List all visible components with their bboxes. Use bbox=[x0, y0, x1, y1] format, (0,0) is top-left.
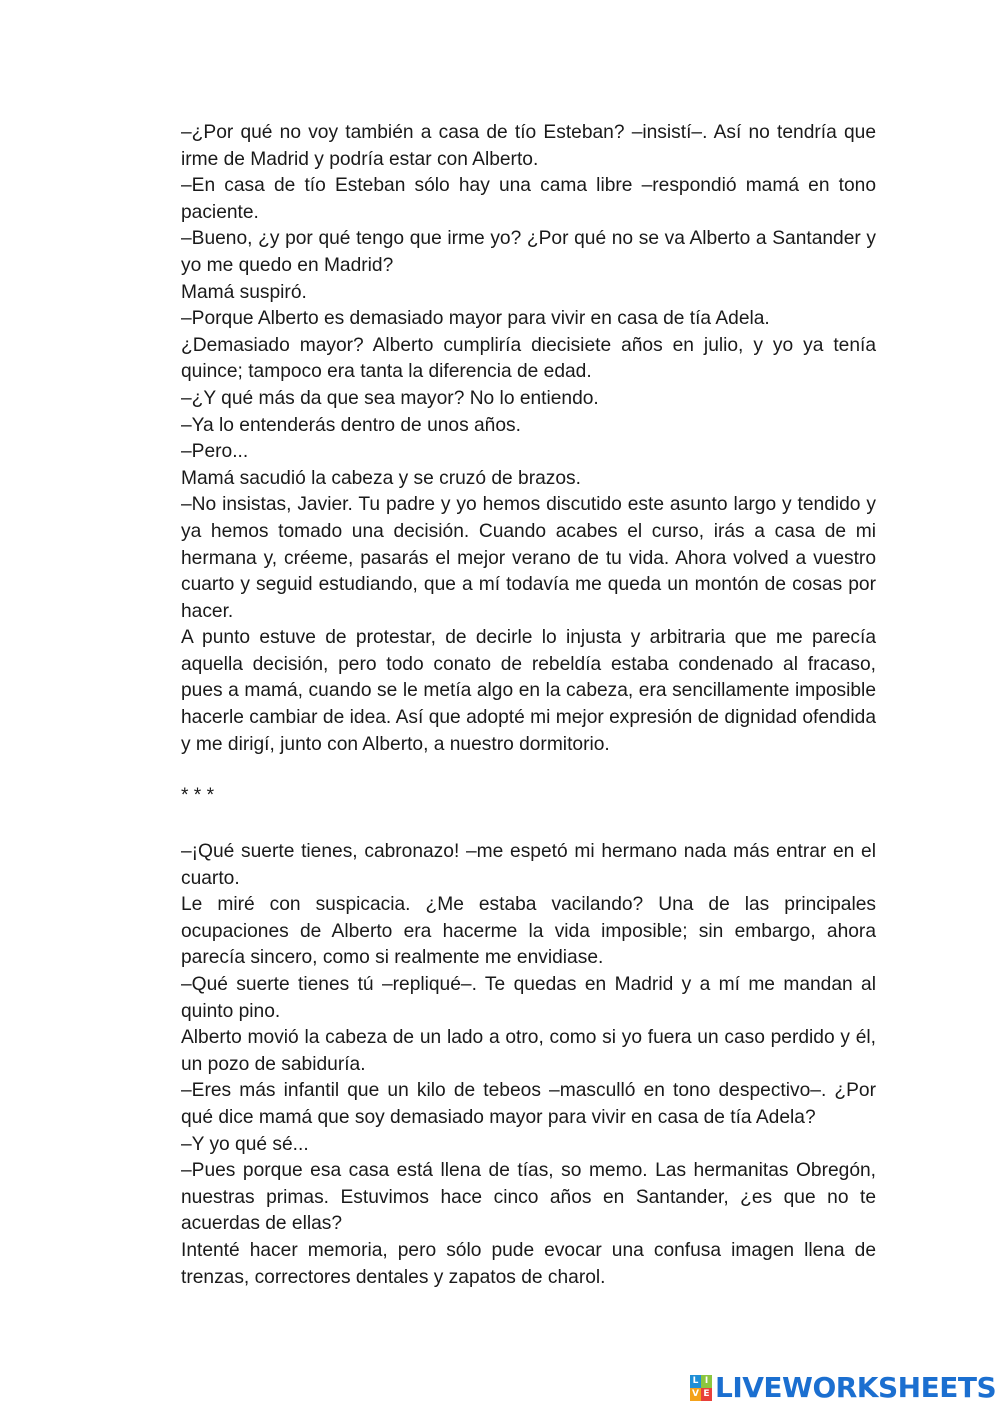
paragraph: –No insistas, Javier. Tu padre y yo hemos discutido este asunto largo y tendido y ya hemos tomado una decisión. Cuando acabes el curso, irás a casa de mi hermana y, créeme, pasarás el mejor verano de tu vida. Ahora volved a vuestro cuarto y seguid estudiando, que a mí todavía me queda un montón de cosas por hacer. bbox=[181, 494, 876, 622]
badge-letter: V bbox=[690, 1388, 701, 1401]
paragraph: –Eres más infantil que un kilo de tebeos –masculló en tono despectivo–. ¿Por qué dice mamá que soy demasiado mayor para vivir en casa de tía Adela? bbox=[181, 1080, 876, 1128]
liveworksheets-badge-icon bbox=[690, 1375, 712, 1401]
story-text-block-2 bbox=[181, 839, 876, 1291]
paragraph: –Pero... bbox=[181, 441, 249, 463]
story-text-block-1 bbox=[181, 120, 876, 758]
paragraph: –Ya lo entenderás dentro de unos años. bbox=[181, 414, 521, 436]
paragraph: –Pues porque esa casa está llena de tías, so memo. Las hermanitas Obregón, nuestras primas. Estuvimos hace cinco años en Santander, ¿es que no te acuerdas de ellas? bbox=[181, 1160, 876, 1235]
paragraph: –¿Y qué más da que sea mayor? No lo entiendo. bbox=[181, 387, 599, 409]
paragraph: –En casa de tío Esteban sólo hay una cama libre –respondió mamá en tono paciente. bbox=[181, 175, 876, 223]
paragraph: Mamá suspiró. bbox=[181, 281, 307, 303]
paragraph: Mamá sacudió la cabeza y se cruzó de brazos. bbox=[181, 467, 581, 489]
paragraph: Intenté hacer memoria, pero sólo pude evocar una confusa imagen llena de trenzas, correctores dentales y zapatos de charol. bbox=[181, 1239, 876, 1288]
paragraph: ¿Demasiado mayor? Alberto cumpliría diecisiete años en julio, y yo ya tenía quince; tampoco era tanta la diferencia de edad. bbox=[181, 334, 876, 383]
paragraph: –¿Por qué no voy también a casa de tío Esteban? –insistí–. Así no tendría que irme de Madrid y podría estar con Alberto. bbox=[181, 122, 876, 170]
badge-letter: E bbox=[701, 1388, 712, 1401]
paragraph: A punto estuve de protestar, de decirle lo injusta y arbitraria que me parecía aquella decisión, pero todo conato de rebeldía estaba condenado al fracaso, pues a mamá, cuando se le metía algo en la cabeza, era sencillamente imposible hacerle cambiar de idea. Así que adopté mi mejor expresión de dignidad ofendida y me dirigí, junto con Alberto, a nuestro dormitorio. bbox=[181, 627, 876, 755]
paragraph: Le miré con suspicacia. ¿Me estaba vacilando? Una de las principales ocupaciones de Alberto era hacerme la vida imposible; sin embargo, ahora parecía sincero, como si realmente me envidiase. bbox=[181, 894, 876, 969]
paragraph: –Bueno, ¿y por qué tengo que irme yo? ¿Por qué no se va Alberto a Santander y yo me quedo en Madrid? bbox=[181, 228, 876, 276]
paragraph: –Y yo qué sé... bbox=[181, 1133, 309, 1155]
paragraph: Alberto movió la cabeza de un lado a otro, como si yo fuera un caso perdido y él, un pozo de sabiduría. bbox=[181, 1027, 876, 1075]
badge-letter: L bbox=[690, 1375, 701, 1388]
section-separator: * * * bbox=[181, 785, 215, 806]
liveworksheets-logo[interactable] bbox=[690, 1372, 996, 1404]
paragraph: –Porque Alberto es demasiado mayor para vivir en casa de tía Adela. bbox=[181, 308, 770, 330]
logo-wordmark: LIVEWORKSHEETS bbox=[715, 1371, 997, 1404]
paragraph: –¡Qué suerte tienes, cabronazo! –me espetó mi hermano nada más entrar en el cuarto. bbox=[181, 841, 876, 889]
badge-letter: I bbox=[701, 1375, 712, 1388]
paragraph: –Qué suerte tienes tú –repliqué–. Te quedas en Madrid y a mí me mandan al quinto pino. bbox=[181, 973, 876, 1022]
